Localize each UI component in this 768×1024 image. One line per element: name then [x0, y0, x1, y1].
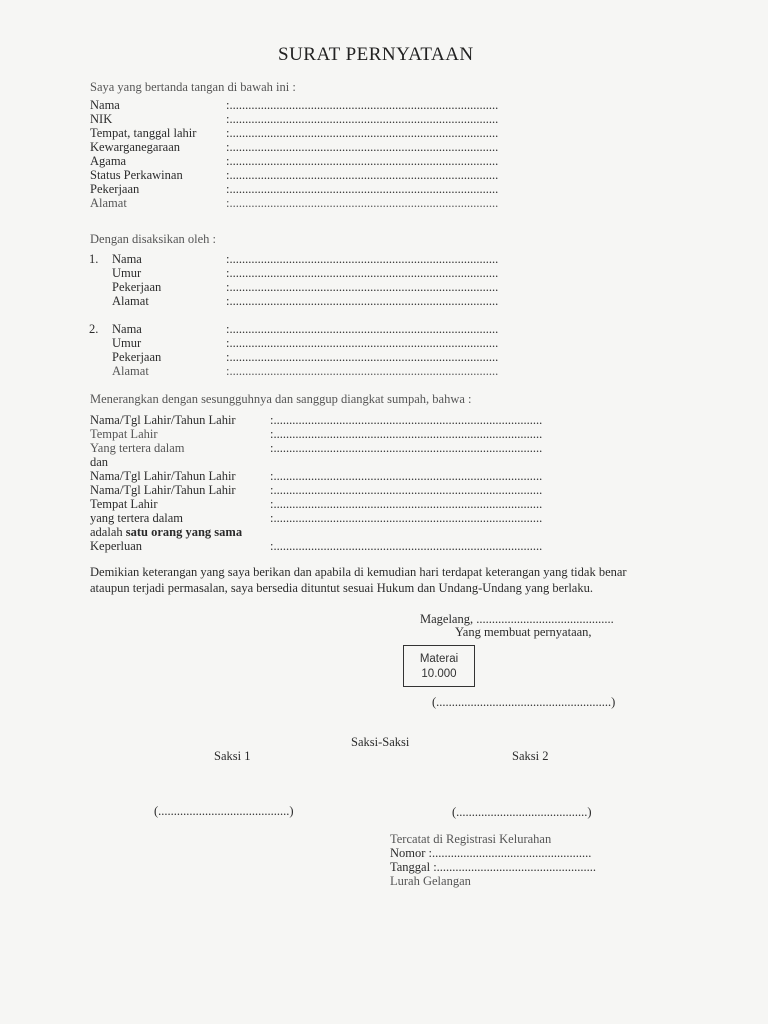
signer-signature-blank: (........................................................) [432, 695, 616, 709]
statement-intro: Menerangkan dengan sesungguhnya dan sanggup diangkat sumpah, bahwa : [90, 392, 472, 406]
statement-label: yang tertera dalam [90, 511, 184, 525]
field-label: Pekerjaan [112, 280, 162, 294]
registry-heading: Tercatat di Registrasi Kelurahan [390, 832, 552, 846]
field-label: Umur [112, 336, 142, 350]
purpose-label: Keperluan [90, 539, 143, 553]
statement-label: Nama/Tgl Lahir/Tahun Lahir [90, 483, 236, 497]
field-label: Nama [112, 252, 142, 266]
stamp-value: 10.000 [421, 668, 457, 680]
field-blank: :...................................................................................... [226, 112, 499, 126]
witness-number: 2. [89, 322, 99, 336]
field-blank: :...................................................................................... [226, 322, 499, 336]
intro-text: Saya yang bertanda tangan di bawah ini : [90, 80, 296, 94]
document-title: SURAT PERNYATAAN [278, 44, 474, 65]
field-blank: :...................................................................................... [226, 196, 499, 210]
field-blank: :...................................................................................... [226, 266, 499, 280]
field-label: Tempat, tanggal lahir [90, 126, 197, 140]
field-blank: :...................................................................................... [226, 364, 499, 378]
same-person-prefix: adalah [90, 525, 126, 539]
statement-blank: :...................................................................................... [270, 413, 543, 427]
field-label: Nama [90, 98, 120, 112]
field-label: Alamat [90, 196, 127, 210]
witness-2-signature-blank: (..........................................) [452, 805, 592, 819]
witness-1-label: Saksi 1 [214, 749, 251, 763]
statement-blank: :...................................................................................... [270, 427, 543, 441]
same-person-line [90, 525, 242, 539]
stamp-box [403, 645, 475, 687]
field-label: Status Perkawinan [90, 168, 183, 182]
field-blank: :...................................................................................... [226, 98, 499, 112]
field-blank: :...................................................................................... [226, 280, 499, 294]
field-label: Agama [90, 154, 127, 168]
registry-number: Nomor :................................................... [390, 846, 592, 860]
witnesses-heading: Saksi-Saksi [351, 735, 410, 749]
stamp-label: Materai [419, 653, 459, 665]
field-blank: :...................................................................................... [226, 140, 499, 154]
field-blank: :...................................................................................... [226, 126, 499, 140]
statement-blank: :...................................................................................... [270, 497, 543, 511]
statement-blank: :...................................................................................... [270, 469, 543, 483]
statement-blank: :...................................................................................... [270, 511, 543, 525]
witness-number: 1. [89, 252, 99, 266]
field-blank: :...................................................................................... [226, 336, 499, 350]
statement-label: Tempat Lahir [90, 497, 158, 511]
field-label: Alamat [112, 294, 149, 308]
statement-blank: :...................................................................................... [270, 483, 543, 497]
statement-blank: :...................................................................................... [270, 441, 543, 455]
closing-line-1: Demikian keterangan yang saya berikan dan apabila di kemudian hari terdapat keterangan yang tidak benar [90, 565, 627, 579]
field-label: NIK [90, 112, 113, 126]
field-blank: :...................................................................................... [226, 182, 499, 196]
field-blank: :...................................................................................... [226, 294, 499, 308]
witness-intro: Dengan disaksikan oleh : [90, 232, 217, 246]
field-label: Pekerjaan [112, 350, 162, 364]
same-person-bold: satu orang yang sama [125, 525, 243, 539]
statement-label: Nama/Tgl Lahir/Tahun Lahir [90, 469, 236, 483]
registry-date: Tanggal :................................................... [390, 860, 597, 874]
statement-label: dan [90, 455, 109, 469]
statement-label: Nama/Tgl Lahir/Tahun Lahir [90, 413, 236, 427]
field-blank: :...................................................................................... [226, 350, 499, 364]
field-blank: :...................................................................................... [226, 168, 499, 182]
field-label: Kewarganegaraan [90, 140, 180, 154]
field-blank: :...................................................................................... [226, 252, 499, 266]
field-label: Umur [112, 266, 142, 280]
witness-1-signature-blank: (..........................................) [154, 804, 294, 818]
signer-title: Yang membuat pernyataan, [455, 625, 592, 639]
statement-label: Yang tertera dalam [90, 441, 185, 455]
place-date: Magelang, ............................................ [420, 612, 614, 626]
field-label: Pekerjaan [90, 182, 140, 196]
witness-2-label: Saksi 2 [512, 749, 549, 763]
field-label: Nama [112, 322, 142, 336]
field-label: Alamat [112, 364, 149, 378]
closing-line-2: ataupun terjadi permasalan, saya bersedia dituntut sesuai Hukum dan Undang-Undang yang berlaku. [90, 581, 593, 595]
registry-head: Lurah Gelangan [390, 874, 471, 888]
purpose-blank: :...................................................................................... [270, 539, 543, 553]
field-blank: :...................................................................................... [226, 154, 499, 168]
statement-label: Tempat Lahir [90, 427, 158, 441]
